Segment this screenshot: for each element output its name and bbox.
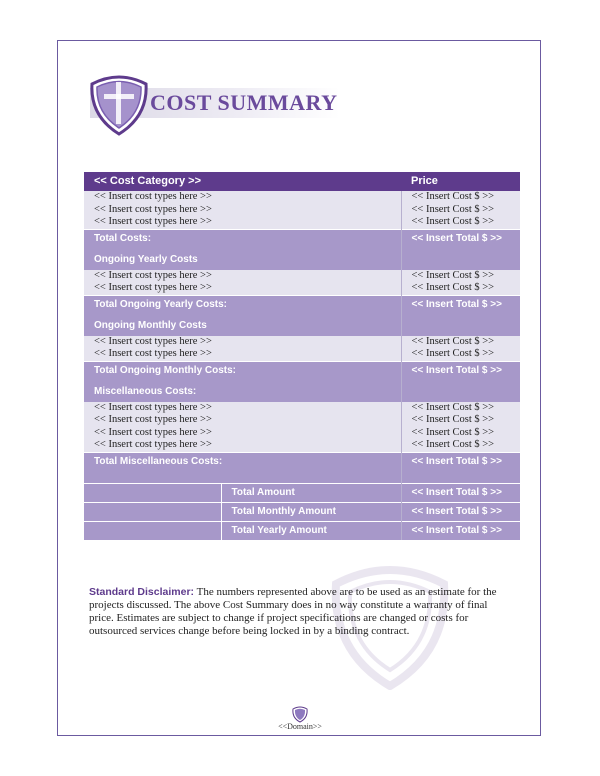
category-header: << Cost Category >> <box>84 172 401 191</box>
shield-cross-icon <box>88 70 150 136</box>
cost-value-cell <box>401 191 520 229</box>
cost-type-item: << Insert cost types here >> <box>94 439 212 450</box>
total-value: << Insert Total $ >> <box>401 521 520 540</box>
price-header: Price <box>401 172 520 191</box>
section-row <box>84 361 520 402</box>
disclaimer <box>89 586 514 638</box>
cost-type-item: << Insert cost types here >> <box>94 335 212 347</box>
cost-type-item: << Insert cost types here >> <box>94 203 212 215</box>
cost-value-cell <box>401 270 520 296</box>
total-value: << Insert Total $ >> <box>411 455 502 467</box>
shield-icon <box>292 705 308 723</box>
table-row <box>84 336 520 362</box>
cost-type-cell <box>84 336 401 362</box>
total-value: << Insert Total $ >> <box>401 483 520 502</box>
cost-value: << Insert Cost $ >> <box>411 335 495 347</box>
section-total-cell <box>401 295 520 336</box>
section-label-cell <box>84 452 401 483</box>
section-label-cell <box>84 295 401 336</box>
cost-value: << Insert Cost $ >> <box>411 414 495 425</box>
cost-value: << Insert Cost $ >> <box>411 426 495 438</box>
disclaimer-label: Standard Disclaimer: <box>89 586 195 598</box>
cost-value: << Insert Cost $ >> <box>411 269 495 281</box>
cost-type-cell <box>84 270 401 296</box>
cost-value: << Insert Cost $ >> <box>411 191 495 202</box>
table-row <box>84 191 520 229</box>
total-row <box>84 502 520 521</box>
empty-cell <box>84 521 221 540</box>
empty-cell <box>84 483 221 502</box>
cost-type-item: << Insert cost types here >> <box>94 414 212 425</box>
cost-type-item: << Insert cost types here >> <box>94 269 212 281</box>
section-total-cell <box>401 229 520 270</box>
total-yearly-amount-label: Total Yearly Amount <box>221 521 401 540</box>
cost-type-item: << Insert cost types here >> <box>94 426 212 438</box>
total-ongoing-yearly-label: Total Ongoing Yearly Costs: <box>94 298 227 310</box>
misc-label: Miscellaneous Costs: <box>94 385 197 397</box>
section-row <box>84 295 520 336</box>
total-value: << Insert Total $ >> <box>401 502 520 521</box>
cost-type-item: << Insert cost types here >> <box>94 348 212 359</box>
cost-value-cell <box>401 402 520 453</box>
total-row <box>84 521 520 540</box>
total-value: << Insert Total $ >> <box>411 298 502 310</box>
total-row <box>84 483 520 502</box>
table-row <box>84 402 520 453</box>
total-value: << Insert Total $ >> <box>411 364 502 376</box>
section-label-cell <box>84 229 401 270</box>
total-misc-label: Total Miscellaneous Costs: <box>94 455 223 467</box>
disclaimer-text: The numbers represented above are to be used as an estimate for the projects discussed. The above Cost Summary does in no way constitute a warranty of final price. Estimates are subject to change if project specifications are changed or costs for outsourced services change before being locked in by a binding contract. <box>89 586 497 637</box>
table-row <box>84 270 520 296</box>
cost-type-cell <box>84 191 401 229</box>
cost-summary-table <box>84 172 520 540</box>
section-total-cell <box>401 361 520 402</box>
cost-type-item: << Insert cost types here >> <box>94 216 212 227</box>
footer-domain: <<Domain>> <box>278 722 322 731</box>
cost-value: << Insert Cost $ >> <box>411 216 495 227</box>
ongoing-monthly-label: Ongoing Monthly Costs <box>94 319 207 331</box>
total-value: << Insert Total $ >> <box>411 232 502 244</box>
cost-value: << Insert Cost $ >> <box>411 439 495 450</box>
cost-type-cell <box>84 402 401 453</box>
page-title: COST SUMMARY <box>150 90 338 115</box>
ongoing-yearly-label: Ongoing Yearly Costs <box>94 253 198 265</box>
cost-value-cell <box>401 336 520 362</box>
empty-cell <box>84 502 221 521</box>
total-ongoing-monthly-label: Total Ongoing Monthly Costs: <box>94 364 237 376</box>
total-costs-label: Total Costs: <box>94 232 152 244</box>
section-label-cell <box>84 361 401 402</box>
cost-type-item: << Insert cost types here >> <box>94 282 212 293</box>
cost-value: << Insert Cost $ >> <box>411 282 495 293</box>
cost-type-item: << Insert cost types here >> <box>94 191 212 202</box>
section-row <box>84 452 520 483</box>
cost-value: << Insert Cost $ >> <box>411 203 495 215</box>
section-row <box>84 229 520 270</box>
cost-value: << Insert Cost $ >> <box>411 401 495 413</box>
total-monthly-amount-label: Total Monthly Amount <box>221 502 401 521</box>
cost-type-item: << Insert cost types here >> <box>94 401 212 413</box>
cost-value: << Insert Cost $ >> <box>411 348 495 359</box>
table-header-row <box>84 172 520 191</box>
section-total-cell <box>401 452 520 483</box>
total-amount-label: Total Amount <box>221 483 401 502</box>
